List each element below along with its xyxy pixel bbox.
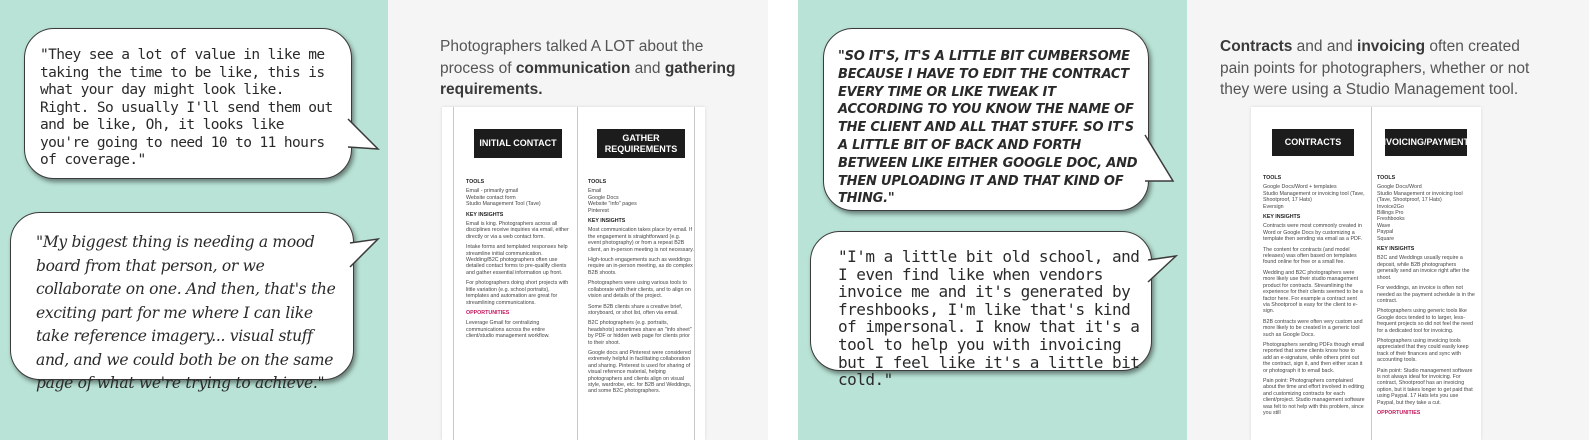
tools-list: Email - primarily gmail Website contact form Studio Management Tool (Tave): [466, 188, 541, 208]
insight-paragraph: For photographers doing short projects with little variation (e.g. school portraits), templates and automation are great for streamlining communications.: [466, 280, 569, 306]
column-header: INVOICING/PAYMENTS: [1385, 129, 1467, 156]
column-header: GATHER REQUIREMENTS: [597, 129, 685, 158]
column-content: [1377, 175, 1477, 420]
bubble-tail: [1145, 133, 1179, 193]
column-header: INITIAL CONTACT: [474, 129, 562, 158]
insight-paragraph: Email is king. Photographers across all disciplines receive inquiries via email, either directly or via a web contact form.: [466, 221, 569, 240]
heading-bold: gathering requirements.: [440, 59, 736, 98]
quote-text: "They see a lot of value in like me taking the time to be like, this is what your day might look like. Right. So usually I'll send them out and be like, Oh, it looks like you're going to need 10 to 11 hours of coverage.": [40, 47, 333, 168]
section-label: TOOLS: [588, 179, 607, 185]
tools-list: Google Docs/Word Studio Management or invoicing tool (Tave, Shootproof, 17 Hats) Invoice2Go Billings Pro Freshbooks Wave Paypal Square: [1377, 184, 1463, 242]
insight-paragraph: Wedding and B2C photographers were more likely use their studio management product for contracts. Streamlining the experience for their clients seemed to be a factor here. For example a contract sent via Shootproof is easy for the client to e-sign.: [1263, 269, 1363, 315]
quote-bubble-2: [10, 212, 354, 392]
section-label: TOOLS: [466, 179, 485, 185]
column-divider: [694, 107, 695, 440]
heading-bold: invoicing: [1357, 38, 1426, 55]
section-label: KEY INSIGHTS: [588, 218, 626, 225]
insight-paragraph: Some B2B clients share a creative brief, storyboard, or shot list, often via email.: [588, 303, 683, 316]
bubble-tail: [1148, 256, 1182, 296]
insight-paragraph: Photographers sending PDFs though email reported that some clients know how to add an e-signature, while others print out the contract, sign it, and then either scan it or photograph it to email back.: [1263, 341, 1365, 374]
slide2-panel: [388, 0, 768, 440]
research-document: [1251, 107, 1481, 440]
quote-bubble-1: [24, 28, 352, 179]
heading-text: often created pain points for photographers, whether or not they were using a Studio Management tool.: [1220, 38, 1530, 98]
bubble-tail: [350, 239, 384, 279]
quote-text: "SO IT'S, IT'S A LITTLE BIT CUMBERSOME BECAUSE I HAVE TO EDIT THE CONTRACT EVERY TIME OR LIKE TWEAK IT ACCORDING TO YOU KNOW THE NAME OF THE CLIENT AND ALL THAT STUFF. SO IT'S A LITTLE BIT OF BACK AND FORTH BETWEEN LIKE EITHER GOOGLE DOC, AND THEN UPLOADING IT AND THAT KIND OF THING.": [838, 49, 1138, 207]
insight-paragraph: Photographers were using various tools to collaborate with their clients, and to align on vision and details of the project.: [588, 280, 691, 300]
column-header: CONTRACTS: [1272, 129, 1354, 156]
quote-text: "My biggest thing is needing a mood board from that person, or we collaborate on one. And then, that's the exciting part for me where I can like take reference imagery... visual stuff and, and we could both be on the same page of what we're trying to achieve.": [36, 233, 336, 392]
quote-bubble-4: [810, 231, 1152, 390]
slide-heading: [440, 36, 740, 101]
section-label: KEY INSIGHTS: [1377, 246, 1415, 253]
insight-paragraph: Pain point: Studio management software is not always ideal for invoicing. For contract, Shootproof has an invoicing option, but it takes longer to get paid that using Paypal. 17 Hats lets you use Paypal, but they take a cut.: [1377, 367, 1473, 406]
insight-paragraph: For weddings, an invoice is often not needed as the payment schedule is in the contract.: [1377, 285, 1475, 304]
insight-paragraph: B2B contracts were often very custom and more likely to be created in a generic tool such as Google Docs.: [1263, 318, 1363, 338]
section-label: TOOLS: [1377, 175, 1396, 181]
insight-paragraph: Intake forms and templated responses help streamline initial communication. Wedding/B2C photographers often use detailed contact forms to pre-qualify clients and gather essential information up front.: [466, 244, 568, 276]
slide-gap: [768, 0, 798, 440]
section-label: KEY INSIGHTS: [1263, 214, 1301, 221]
insight-paragraph: B2C photographers (e.g. portraits, headshots) sometimes share an "info sheet" by PDF or hidden web page for clients prior to their shoot.: [588, 320, 692, 346]
column-content: [466, 179, 570, 344]
heading-bold: communication: [515, 59, 631, 77]
heading-text: Photographers talked A LOT about the process of: [440, 38, 704, 77]
insight-paragraph: Contracts were most commonly created in Word or Google Docs by customizing a template then sending via email as a PDF.: [1263, 223, 1362, 243]
slide1-panel: [0, 0, 388, 440]
insight-paragraph: The content for contracts (and model releases) was often based on templates found online for free or a small fee.: [1263, 246, 1357, 266]
column-content: [588, 179, 694, 399]
column-divider: [1371, 107, 1372, 440]
tools-list: Google Docs/Word + templates Studio Management or invoicing tool (Tave, Shootproof, 17 Hats) Eversign: [1263, 184, 1365, 210]
column-content: [1263, 175, 1365, 420]
slide3-panel: [798, 0, 1187, 440]
quote-text: "I'm a little bit old school, and I even find like when vendors invoice me and it's generated by freshbooks, I'm like that's kind of impersonal. I know that it's a tool to help you with invoicing but I feel like it's a little bit cold.": [838, 247, 1140, 390]
heading-text: and and: [1292, 38, 1358, 55]
research-document: [442, 107, 705, 440]
bubble-tail: [348, 117, 382, 157]
section-label: OPPORTUNITIES: [1377, 410, 1421, 416]
insight-paragraph: Photographers using generic tools like Google docs tended to to larger, less-frequent projects so did not feel the need for a dedicated tool for invoicing.: [1377, 308, 1473, 334]
section-label: TOOLS: [1263, 175, 1282, 181]
heading-bold: Contracts: [1220, 38, 1293, 55]
insight-paragraph: Google docs and Pinterest were considered extremely helpful in facilitating collaboration and sharing. Pinterest is used for sharing of visual reference material, helping photographers and clients align on visual style, wardrobe, etc. for B2B and Weddings, and some B2C photographers.: [588, 349, 692, 395]
insight-paragraph: B2C and Weddings usually require a deposit, while B2B photographers generally send an invoice right after the shoot.: [1377, 255, 1470, 281]
insight-paragraph: Leverage Gmail for centralizing communications across the entire client/studio management workflow.: [466, 320, 550, 340]
slide-heading: [1220, 36, 1540, 101]
insight-paragraph: Pain point: Photographers complained about the time and effort involved in editing and customizing contracts for each client/project. Studio management software was felt to not help with this problem, since you still: [1263, 377, 1365, 416]
insight-paragraph: High-touch engagements such as weddings require an in-person meeting, as do complex B2B shoots.: [588, 257, 693, 276]
section-label: KEY INSIGHTS: [466, 211, 504, 218]
insight-paragraph: Most communication takes place by email. If the engagement is straightforward (e.g. event photography) or from a repeat B2B client, an in-person meeting is not necessary.: [588, 227, 694, 253]
slide4-panel: [1187, 0, 1589, 440]
column-divider: [453, 107, 454, 440]
quote-bubble-3: [823, 28, 1149, 211]
heading-text: and: [630, 59, 665, 77]
tools-list: Email Google Docs Website "info" pages Pinterest: [588, 188, 637, 214]
insight-paragraph: Photographers using invoicing tools appreciated that they could easily keep track of their finances and sync with accounting tools.: [1377, 337, 1469, 364]
column-divider: [577, 107, 578, 440]
section-label: OPPORTUNITIES: [466, 309, 510, 316]
